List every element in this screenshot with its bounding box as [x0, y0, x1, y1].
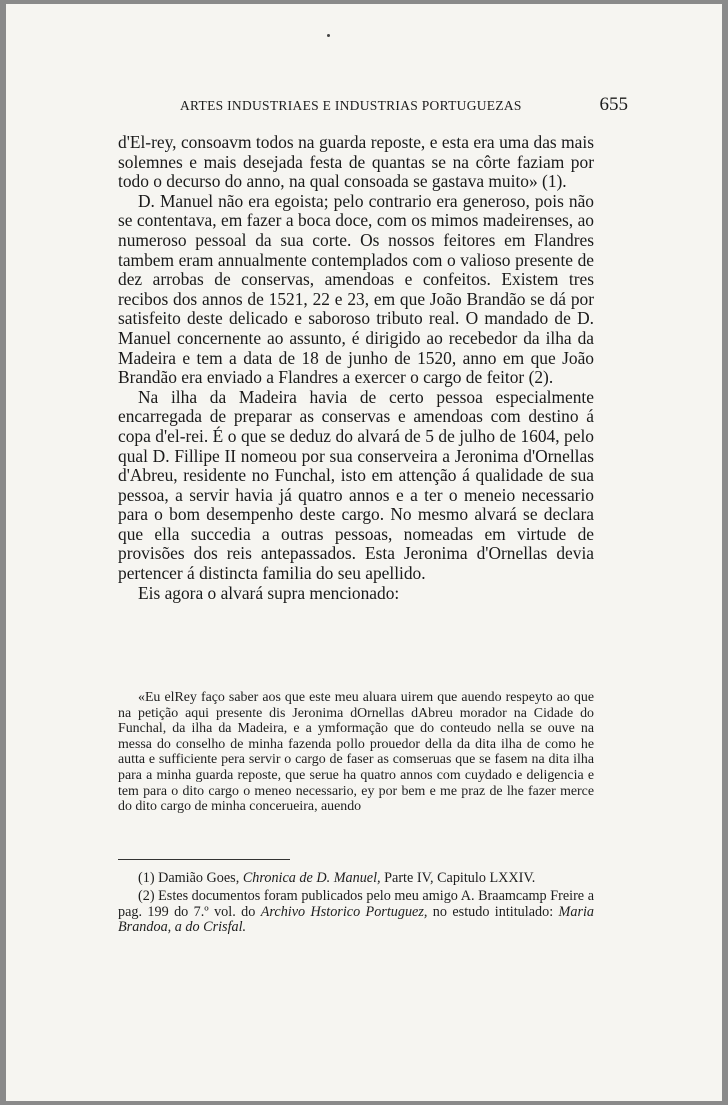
footnote-2: (2) Estes documentos foram publicados pelo meu amigo A. Braamcamp Freire a pag. 199 do 7.º vol. do Archivo Hstorico Portuguez, no estudo intitulado: Maria Brandoa, a do Crisfal. [118, 887, 594, 936]
paragraph-3: Na ilha da Madeira havia de certo pessoa especialmente encarregada de preparar as conservas e amendoas com destino á copa d'el-rei. É o que se deduz do alvará de 5 de julho de 1604, pelo qual D. Fillipe II nomeou por sua conserveira a Jeronima d'Ornellas d'Abreu, residente no Funchal, isto em attenção á qualidade de sua pessoa, a servir havia já quatro annos e a ter o meneio necessario para o bom desempenho deste cargo. No mesmo alvará se declara que ella succedia a outras pessoas, nomeadas em virtude de provisões dos reis antepassados. Esta Jeronima d'Ornellas devia pertencer á distincta familia do seu apellido. [118, 386, 594, 584]
footnotes [118, 871, 594, 938]
chronicle-title: Chronica de D. Manuel, [242, 870, 381, 886]
paragraph-2: D. Manuel não era egoista; pelo contrario era generoso, pois não se contentava, em fazer a boca doce, com os mimos madeirenses, ao numeroso pessoal da sua corte. Os nossos feitores em Flandres tambem eram annualmente contemplados com o valioso presente de dez arrobas de conservas, amendoas e confeitos. Existem tres recibos dos annos de 1521, 22 e 23, em que João Brandão se dá por satisfeito deste delicado e saboroso tributo real. O mandado de D. Manuel concernente ao assunto, é dirigido ao recebedor da ilha da Madeira e tem a data de 18 de junho de 1520, anno em que João Brandão era enviado a Flandres a exercer o cargo de feitor (2). [118, 190, 594, 388]
footnote-1: (1) Damião Goes, Chronica de D. Manuel, Parte IV, Capitulo LXXIV. [138, 870, 536, 886]
book-page [6, 4, 722, 1101]
ink-speck [327, 34, 330, 37]
study-title: Maria Brandoa, a do Crisfal. [118, 903, 594, 936]
footnote-divider [118, 859, 290, 860]
page-number: 655 [599, 94, 628, 115]
alvara-quotation [118, 690, 594, 815]
journal-title: Archivo Hstorico Portuguez, [260, 903, 428, 920]
main-text [118, 133, 594, 603]
paragraph-1: d'El-rey, consoavm todos na guarda reposte, e esta era uma das mais solemnes e mais desejada festa de quantas se na côrte faziam por todo o decurso do anno, na qual consoada se gastava muito» (1). [118, 132, 594, 192]
running-header [180, 94, 628, 124]
running-title: ARTES INDUSTRIAES E INDUSTRIAS PORTUGUEZAS [180, 98, 522, 113]
quotation-text: «Eu elRey faço saber aos que este meu aluara uirem que auendo respeyto ao que na petição aqui presente dis Jeronima dOrnellas dAbreu morador na Cidade do Funchal, da ilha da Madeira, e a ymformação que do conteudo nella se ouve na messa do conselho de minha fazenda pollo prouedor della da dita ilha de como he autta e sufficiente pera servir o cargo de faser as comseruas que se fasem na dita ilha para a minha guarda reposte, que serue ha quatro annos com cuydado e deligencia e tem para o dito cargo o meneo necessario, ey por bem e me praz de lhe fazer merce do dito cargo de minha concerueira, auendo [118, 690, 594, 815]
paragraph-4: Eis agora o alvará supra mencionado: [138, 582, 400, 603]
